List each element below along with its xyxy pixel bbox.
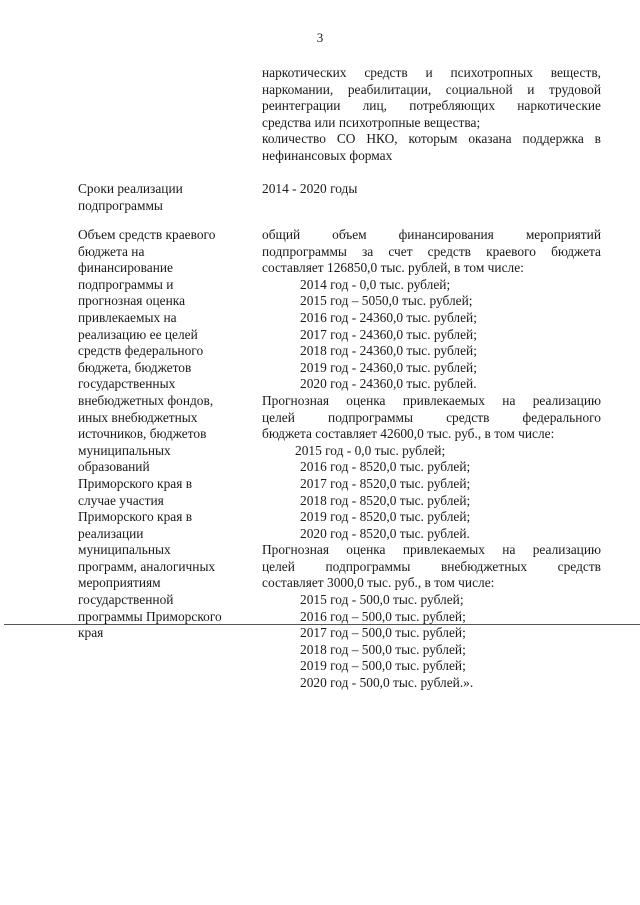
text-line: Прогнозная оценка привлекаемых на реализацию: [262, 392, 601, 408]
label-line: Приморского края в: [78, 475, 193, 491]
list-item: 2019 год – 500,0 тыс. рублей;: [300, 658, 466, 674]
text-line: целей подпрограммы средств федерального: [262, 409, 601, 425]
label-line: Объем средств краевого: [78, 227, 216, 242]
list-item: 2016 год - 8520,0 тыс. рублей;: [300, 459, 471, 475]
federal-budget-block: [262, 393, 601, 542]
label-line: программы Приморского: [78, 608, 222, 624]
label-line: реализацию ее целей: [78, 326, 198, 342]
label-line: края: [78, 625, 104, 641]
label-line: подпрограммы: [78, 197, 163, 213]
list-item: 2020 год - 24360,0 тыс. рублей.: [300, 376, 477, 392]
list-item: 2019 год - 8520,0 тыс. рублей;: [300, 509, 471, 525]
list-item: 2016 год – 500,0 тыс. рублей;: [300, 608, 466, 624]
text-line: целей подпрограммы внебюджетных средств: [262, 558, 601, 574]
label-line: реализации: [78, 525, 144, 541]
text-line: составляет 126850,0 тыс. рублей, в том числе:: [262, 260, 524, 276]
scan-rule-line: [4, 624, 640, 625]
label-line: средств федерального: [78, 343, 204, 359]
text-line: подпрограммы за счет средств краевого бюджета: [262, 243, 601, 259]
label-line: случае участия: [78, 492, 164, 508]
list-item: 2014 год - 0,0 тыс. рублей;: [300, 276, 451, 292]
label-line: привлекаемых на: [78, 309, 177, 325]
label-line: Сроки реализации: [78, 181, 183, 196]
label-line: государственной: [78, 592, 174, 608]
list-item: 2016 год - 24360,0 тыс. рублей;: [300, 309, 477, 325]
list-item: 2017 год - 24360,0 тыс. рублей;: [300, 326, 477, 342]
label-line: образований: [78, 459, 150, 475]
federal-years-list: [262, 443, 601, 543]
label-line: бюджета, бюджетов: [78, 359, 192, 375]
list-item: 2018 год - 8520,0 тыс. рублей;: [300, 492, 471, 508]
label-line: иных внебюджетных: [78, 409, 198, 425]
text-line: наркомании, реабилитации, социальной и трудовой: [262, 81, 601, 97]
terms-label: [78, 181, 258, 214]
text-line: количество СО НКО, которым оказана поддержка в: [262, 131, 601, 147]
list-item: 2015 год - 0,0 тыс. рублей;: [295, 442, 446, 458]
list-item: 2017 год – 500,0 тыс. рублей;: [300, 625, 466, 641]
label-line: мероприятиям: [78, 575, 161, 591]
list-item: 2015 год - 500,0 тыс. рублей;: [300, 592, 464, 608]
label-line: Приморского края в: [78, 509, 193, 525]
continued-indicators: [262, 65, 601, 165]
label-line: источников, бюджетов: [78, 426, 207, 442]
label-line: подпрограммы и: [78, 276, 174, 292]
text-line: средства или психотропные вещества;: [262, 114, 481, 130]
label-line: прогнозная оценка: [78, 293, 186, 309]
label-line: государственных: [78, 376, 176, 392]
list-item: 2019 год - 24360,0 тыс. рублей;: [300, 359, 477, 375]
label-line: внебюджетных фондов,: [78, 392, 214, 408]
list-item: 2017 год - 8520,0 тыс. рублей;: [300, 475, 471, 491]
text-line: Прогнозная оценка привлекаемых на реализацию: [262, 542, 601, 558]
text-line: составляет 3000,0 тыс. руб., в том числе:: [262, 575, 495, 591]
text-line: наркотических средств и психотропных веществ,: [262, 65, 601, 80]
text-line: нефинансовых формах: [262, 147, 393, 163]
label-line: муниципальных: [78, 542, 171, 558]
regional-years-list: [262, 277, 601, 393]
text-line: общий объем финансирования мероприятий: [262, 227, 601, 242]
page-number: 3: [316, 30, 324, 45]
list-item: 2018 год - 24360,0 тыс. рублей;: [300, 343, 477, 359]
text-line: бюджета составляет 42600,0 тыс. руб., в том числе:: [262, 426, 555, 442]
list-item: 2020 год - 500,0 тыс. рублей.».: [300, 675, 474, 691]
funding-label: [78, 227, 258, 642]
label-line: бюджета на: [78, 243, 145, 259]
terms-text: 2014 - 2020 годы: [262, 181, 358, 196]
label-line: финансирование: [78, 260, 173, 276]
extrabudgetary-years-list: [262, 592, 601, 692]
text-line: реинтеграции лиц, потребляющих наркотические: [262, 98, 601, 114]
label-line: программ, аналогичных: [78, 558, 216, 574]
extrabudgetary-block: [262, 542, 601, 691]
funding-value: [262, 227, 601, 692]
list-item: 2020 год - 8520,0 тыс. рублей.: [300, 525, 470, 541]
list-item: 2018 год – 500,0 тыс. рублей;: [300, 641, 466, 657]
list-item: 2015 год – 5050,0 тыс. рублей;: [300, 293, 473, 309]
terms-value: [262, 181, 601, 198]
label-line: муниципальных: [78, 442, 171, 458]
regional-budget-block: [262, 227, 601, 393]
